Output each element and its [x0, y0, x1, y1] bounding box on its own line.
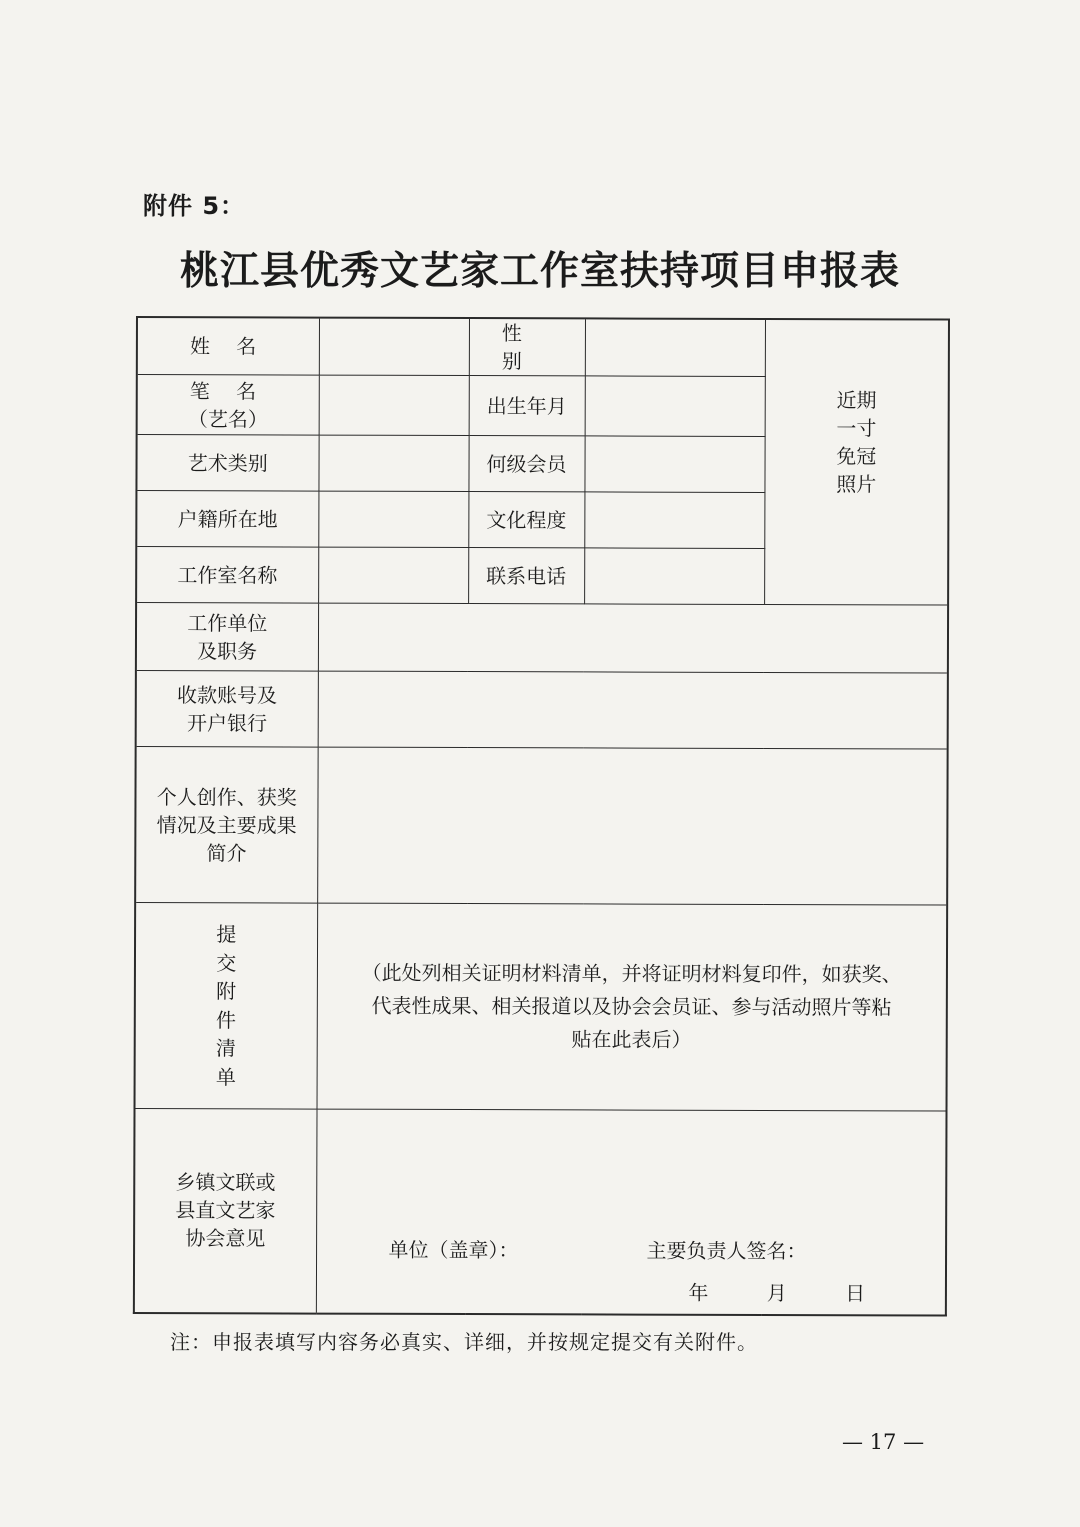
application-form-table	[133, 316, 950, 1316]
member-level-label: 何级会员	[468, 436, 584, 492]
pen-name-label-cell	[137, 375, 319, 436]
photo-cell[interactable]	[764, 319, 949, 605]
name-field[interactable]	[319, 318, 469, 376]
gender-field[interactable]	[585, 318, 765, 376]
seal-label: 单位（盖章）：	[388, 1237, 519, 1263]
residence-field[interactable]	[318, 491, 468, 547]
account-label-cell	[136, 671, 318, 748]
work-unit-label: 工作单位	[187, 610, 268, 635]
form-title: 桃江县优秀文艺家工作室扶持项目申报表	[179, 248, 900, 294]
attachments-label: 提交附件清单	[215, 922, 237, 1089]
attachments-field[interactable]	[317, 903, 948, 1111]
opinion-label-line2: 县直文艺家	[175, 1198, 276, 1223]
position-label: 及职务	[197, 638, 258, 663]
gender-label: 性 别	[501, 321, 552, 374]
attachments-note-line3: 贴在此表后）	[571, 1027, 692, 1052]
footnote: 注：申报表填写内容务必真实、详细，并按规定提交有关附件。	[170, 1330, 758, 1354]
residence-label: 户籍所在地	[136, 491, 318, 548]
opinion-field[interactable]	[316, 1109, 947, 1315]
attachments-note-line1: （此处列相关证明材料清单，并将证明材料复印件，如获奖、	[361, 960, 902, 987]
work-unit-field[interactable]	[318, 603, 948, 673]
attachments-note	[317, 957, 946, 1058]
studio-name-field[interactable]	[318, 547, 468, 603]
achievements-field[interactable]	[317, 747, 947, 905]
education-field[interactable]	[584, 492, 764, 549]
page-number: — 17 —	[842, 1430, 925, 1454]
achievements-label-cell	[135, 747, 317, 904]
attachment-label: 附件 5：	[143, 192, 246, 220]
pen-name-field[interactable]	[319, 375, 469, 435]
achievements-label-line3: 简介	[206, 840, 247, 865]
achievements-label-line2: 情况及主要成果	[156, 812, 297, 838]
gender-label-cell	[469, 318, 585, 376]
birth-field[interactable]	[585, 376, 765, 437]
education-label: 文化程度	[468, 492, 584, 548]
attachments-note-line2: 代表性成果、相关报道以及协会会员证、参与活动照片等粘	[371, 993, 892, 1020]
name-label-cell	[137, 317, 319, 375]
phone-field[interactable]	[584, 548, 764, 605]
opinion-label-line1: 乡镇文联或	[175, 1170, 276, 1195]
attachments-label-cell	[135, 903, 318, 1110]
art-category-label: 艺术类别	[136, 435, 318, 492]
date-day: 日	[845, 1281, 866, 1306]
art-name-label: （艺名）	[187, 406, 268, 431]
date-line	[688, 1279, 917, 1308]
work-unit-label-cell	[136, 603, 318, 672]
member-level-field[interactable]	[584, 436, 764, 493]
name-label: 姓 名	[189, 334, 267, 359]
date-year: 年	[688, 1280, 709, 1305]
phone-label: 联系电话	[468, 548, 584, 604]
account-label: 收款账号及	[177, 682, 278, 707]
studio-name-label: 工作室名称	[136, 547, 318, 604]
art-category-field[interactable]	[318, 435, 468, 491]
bank-label: 开户银行	[186, 710, 268, 735]
pen-name-label: 笔 名	[189, 378, 267, 403]
achievements-label-line1: 个人创作、获奖	[156, 784, 297, 810]
opinion-label-line3: 协会意见	[185, 1226, 266, 1251]
opinion-label-cell	[134, 1108, 317, 1313]
birth-label: 出生年月	[469, 376, 585, 436]
photo-label: 近期一寸免冠照片	[836, 388, 877, 497]
account-field[interactable]	[318, 671, 948, 749]
signer-label: 主要负责人签名：	[646, 1238, 807, 1264]
date-month: 月	[766, 1280, 787, 1306]
